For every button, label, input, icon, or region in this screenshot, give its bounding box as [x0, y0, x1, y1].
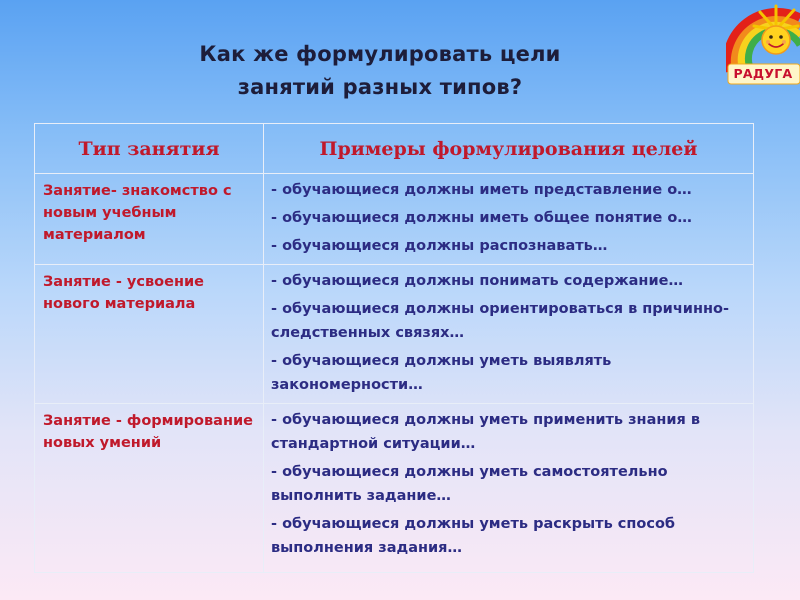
lesson-type-cell: Занятие - формирование новых умений [35, 404, 264, 573]
title-line-1: Как же формулировать цели [199, 42, 561, 66]
header-examples: Примеры формулирования целей [264, 124, 754, 174]
examples-cell [264, 404, 754, 573]
example-line: - обучающиеся должны иметь общее понятие о… [271, 210, 692, 226]
example-line: - обучающиеся должны уметь раскрыть способ выполнения задания… [271, 516, 676, 556]
raduga-logo [726, 0, 800, 90]
page-title [140, 38, 620, 104]
lesson-type-cell: Занятие - усвоение нового материала [35, 265, 264, 404]
example-line: - обучающиеся должны уметь выявлять закономерности… [271, 353, 612, 393]
example-line: - обучающиеся должны понимать содержание… [271, 273, 683, 289]
table-row [35, 404, 754, 573]
header-type: Тип занятия [35, 124, 264, 174]
table-row [35, 265, 754, 404]
title-line-2: занятий разных типов? [237, 75, 523, 99]
logo-text: РАДУГА [733, 66, 793, 81]
table-row [35, 174, 754, 265]
example-line: - обучающиеся должны распознавать… [271, 238, 608, 254]
table-header-row [35, 124, 754, 174]
examples-cell [264, 174, 754, 265]
example-line: - обучающиеся должны уметь применить знания в стандартной ситуации… [271, 412, 701, 452]
example-line: - обучающиеся должны уметь самостоятельно выполнить задание… [271, 464, 668, 504]
lesson-type-cell: Занятие- знакомство с новым учебным материалом [35, 174, 264, 265]
examples-cell [264, 265, 754, 404]
example-line: - обучающиеся должны ориентироваться в причинно-следственных связях… [271, 301, 729, 341]
example-line: - обучающиеся должны иметь представление о… [271, 182, 692, 198]
goals-table [34, 123, 754, 573]
